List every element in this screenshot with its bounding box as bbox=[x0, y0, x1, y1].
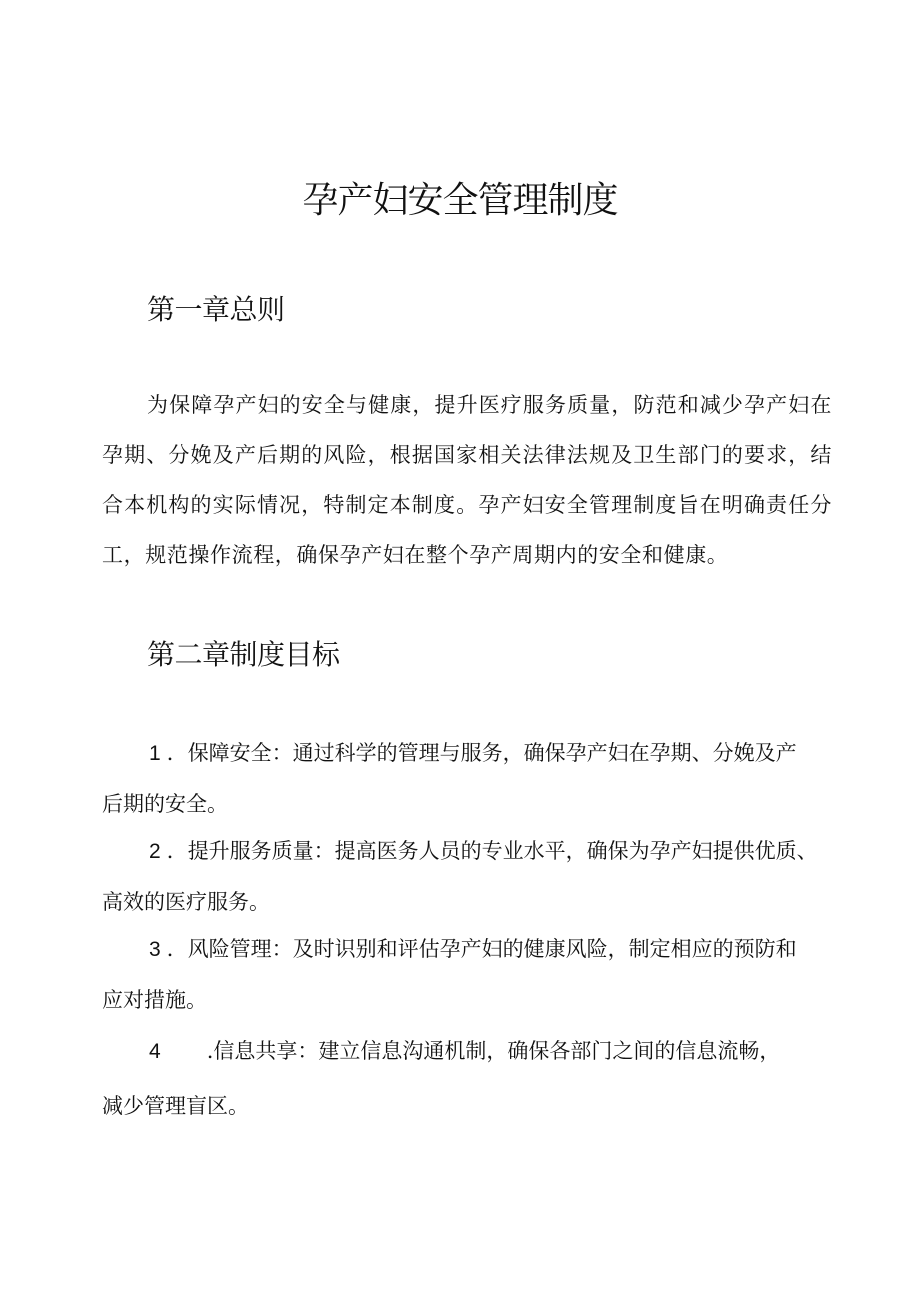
chapter-2-heading: 第二章制度目标 bbox=[147, 638, 340, 671]
list-item-3-text-1: 风险管理：及时识别和评估孕产妇的健康风险，制定相应的预防和 bbox=[187, 937, 797, 961]
list-item-2-number: 2 bbox=[149, 840, 161, 863]
list-item-4-separator: . bbox=[206, 1039, 214, 1063]
chapter-1-heading: 第一章总则 bbox=[147, 293, 285, 326]
chapter-1-paragraph: 为保障孕产妇的安全与健康，提升医疗服务质量，防范和减少孕产妇在孕期、分娩及产后期的风险，根据国家相关法律法规及卫生部门的要求，结合本机构的实际情况，特制定本制度。孕产妇安全管理制度旨在明确责任分工，规范操作流程，确保孕产妇在整个孕产周期内的安全和健康。 bbox=[102, 393, 832, 567]
list-item-1-separator: ． bbox=[166, 741, 188, 765]
list-item-1-number: 1 bbox=[149, 742, 161, 765]
list-item-3 bbox=[102, 924, 842, 1025]
list-item-1-line-1 bbox=[102, 728, 842, 779]
list-item-3-line-1 bbox=[102, 924, 842, 975]
list-item-3-number: 3 bbox=[149, 938, 161, 961]
list-item-2-line-1 bbox=[102, 826, 842, 877]
list-item-2-text-1: 提升服务质量：提高医务人员的专业水平，确保为孕产妇提供优质、 bbox=[187, 839, 818, 863]
list-item-2-separator: ． bbox=[166, 839, 188, 863]
list-item-1-text-1: 保障安全：通过科学的管理与服务，确保孕产妇在孕期、分娩及产 bbox=[187, 741, 797, 765]
list-item-3-separator: ． bbox=[166, 937, 188, 961]
list-item-2-text-2: 高效的医疗服务。 bbox=[102, 890, 270, 914]
list-item-2 bbox=[102, 826, 842, 927]
list-item-3-text-2: 应对措施。 bbox=[102, 988, 207, 1012]
list-item-1 bbox=[102, 728, 842, 829]
list-item-4-line-1 bbox=[102, 1026, 842, 1077]
list-item-4-text-2: 减少管理盲区。 bbox=[102, 1094, 249, 1118]
list-item-4-number: 4 bbox=[149, 1040, 161, 1063]
document-title: 孕产妇安全管理制度 bbox=[302, 180, 618, 221]
list-item-4-text-1: 信息共享：建立信息沟通机制，确保各部门之间的信息流畅， bbox=[213, 1039, 781, 1063]
list-item-4 bbox=[102, 1026, 842, 1131]
list-item-1-text-2: 后期的安全。 bbox=[102, 792, 228, 816]
